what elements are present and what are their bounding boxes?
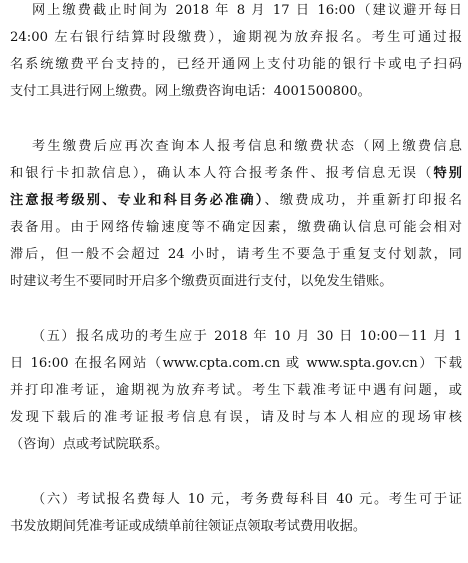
text-line: 书发放期间凭准考证或成绩单前往领证点领取考试费用收据。 xyxy=(10,519,367,534)
text-segment: 、缴费成功，并重新打印报名 xyxy=(264,193,462,208)
text-line xyxy=(10,190,462,212)
emphasis-text: 特别 xyxy=(433,166,462,181)
text-line: 24:00 左右银行结算时段缴费），逾期视为放弃报名。考生可通过报 xyxy=(10,30,462,45)
text-line: 名系统缴费平台支持的，已经开通网上支付功能的银行卡或电子扫码 xyxy=(10,57,462,72)
text-line: 支付工具进行网上缴费。网上缴费咨询电话：4001500800。 xyxy=(10,84,371,99)
text-line: 并打印准考证，逾期视为放弃考试。考生下载准考证中遇有问题，或 xyxy=(10,383,462,398)
text-line: 日 16:00 在报名网站（www.cpta.com.cn 或 www.spta.gov.cn）下载 xyxy=(10,356,462,371)
text-line: （五）报名成功的考生应于 2018 年 10 月 30 日 10:00－11 月 1 xyxy=(32,329,462,344)
text-line: 发现下载后的准考证报考信息有误，请及时与本人相应的现场审核 xyxy=(10,410,462,425)
text-line: （六）考试报名费每人 10 元，考务费每科目 40 元。考生可于证 xyxy=(32,492,462,507)
text-line: 网上缴费截止时间为 2018 年 8 月 17 日 16:00（建议避开每日 xyxy=(32,3,462,18)
text-line: 考生缴费后应再次查询本人报考信息和缴费状态（网上缴费信息 xyxy=(32,139,462,154)
text-line xyxy=(10,163,462,185)
text-line: 时建议考生不要同时开启多个缴费页面进行支付，以免发生错账。 xyxy=(10,274,393,289)
text-line: （咨询）点或考试院联系。 xyxy=(10,437,169,452)
text-line: 表备用。由于网络传输速度等不确定因素，缴费确认信息可能会相对 xyxy=(10,220,462,235)
text-line: 滞后，但一般不会超过 24 小时，请考生不要急于重复支付划款，同 xyxy=(10,247,462,262)
text-segment: 和银行卡扣款信息），确认本人符合报考条件、报考信息无误（ xyxy=(10,166,434,181)
emphasis-text: 注意报考级别、专业和科目务必准确） xyxy=(10,193,265,208)
